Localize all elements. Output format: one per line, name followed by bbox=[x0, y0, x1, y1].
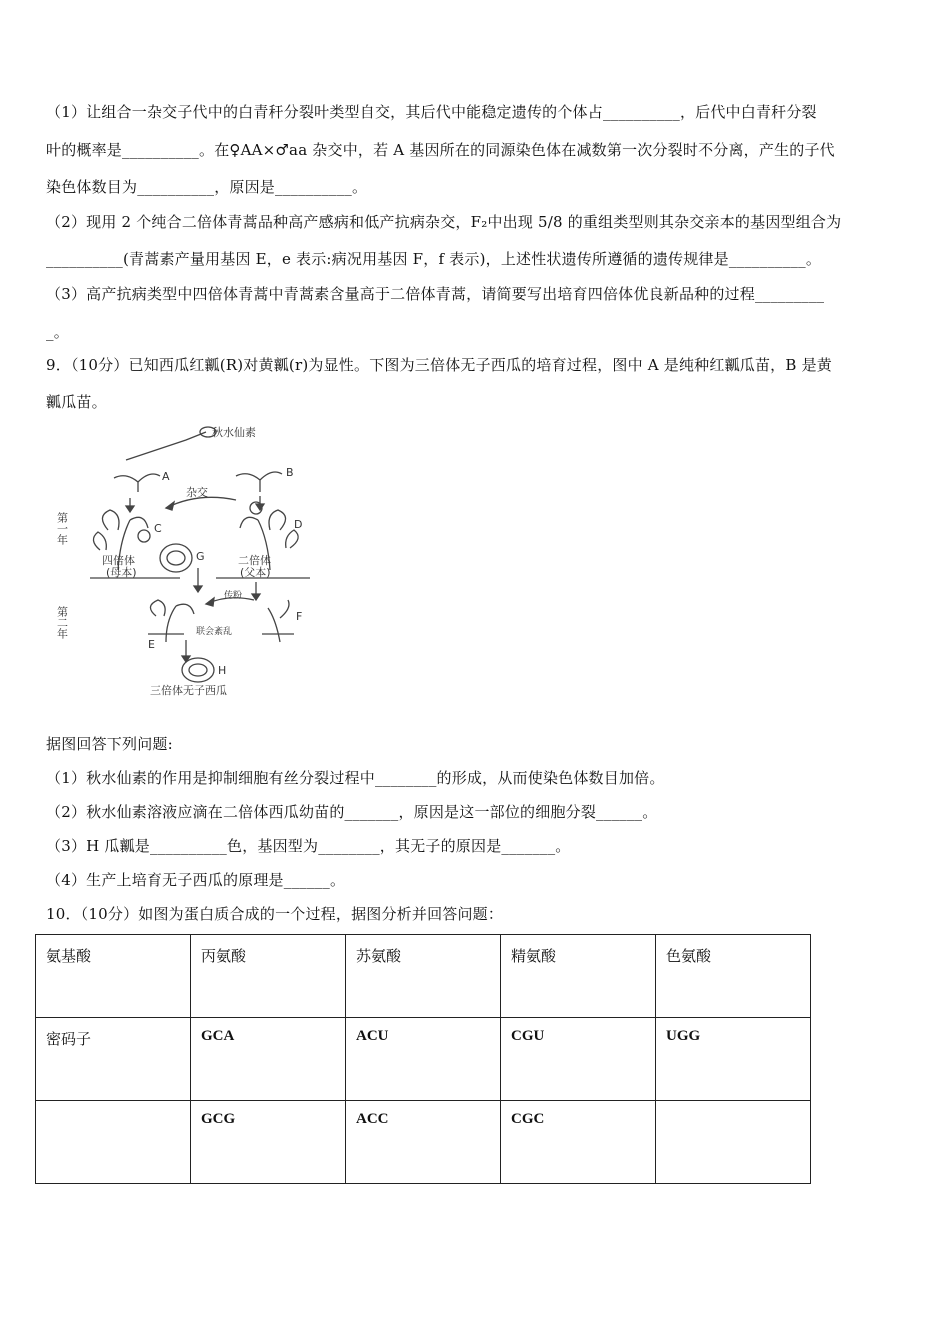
q9-sub1: （1）秋水仙素的作用是抑制细胞有丝分裂过程中________的形成，从而使染色体数目加倍。 bbox=[46, 769, 665, 787]
table-cell bbox=[36, 1101, 191, 1184]
label-diploid: 二倍体 bbox=[238, 554, 271, 567]
label-C: C bbox=[154, 522, 162, 535]
table-row bbox=[36, 935, 811, 1018]
label-cross: 杂交 bbox=[186, 486, 208, 499]
label-mother: (母本) bbox=[106, 566, 137, 579]
table-cell: ACU bbox=[346, 1018, 501, 1101]
q9-answer-intro: 据图回答下列问题: bbox=[46, 735, 173, 753]
table-cell: 密码子 bbox=[36, 1018, 191, 1101]
label-colchicine: 秋水仙素 bbox=[212, 426, 256, 439]
label-B: B bbox=[286, 466, 294, 479]
q9-intro-line1: 9．（10分）已知西瓜红瓤(R)对黄瓤(r)为显性。下图为三倍体无子西瓜的培育过程，图中 A 是纯种红瓤瓜苗，B 是黄 bbox=[46, 356, 832, 374]
label-synapsis: 联会紊乱 bbox=[196, 627, 233, 637]
label-father: (父本) bbox=[240, 566, 271, 579]
table-cell bbox=[656, 1101, 811, 1184]
label-H: H bbox=[218, 664, 227, 677]
label-G: G bbox=[196, 550, 205, 563]
table-row bbox=[36, 1101, 811, 1184]
table-cell: 精氨酸 bbox=[501, 935, 656, 1018]
q10-intro: 10．（10分）如图为蛋白质合成的一个过程，据图分析并回答问题： bbox=[46, 905, 504, 923]
table-cell: GCG bbox=[191, 1101, 346, 1184]
table-cell: CGU bbox=[501, 1018, 656, 1101]
table-row bbox=[36, 1018, 811, 1101]
label-D: D bbox=[294, 518, 303, 531]
label-year2: 第二年 bbox=[55, 606, 69, 639]
table-cell: 苏氨酸 bbox=[346, 935, 501, 1018]
q8-part1-line1: （1）让组合一杂交子代中的白青秆分裂叶类型自交，其后代中能稳定遗传的个体占__________，后代中白青秆分裂 bbox=[46, 103, 817, 121]
table-cell: 氨基酸 bbox=[36, 935, 191, 1018]
table-cell: GCA bbox=[191, 1018, 346, 1101]
label-A: A bbox=[162, 470, 170, 483]
label-pollination: 传粉 bbox=[224, 591, 243, 601]
q8-part1-line2: 叶的概率是__________。在♀AA×♂aa 杂交中，若 A 基因所在的同源染色体在减数第一次分裂时不分离，产生的子代 bbox=[46, 141, 835, 159]
q9-intro-line2: 瓤瓜苗。 bbox=[46, 393, 107, 411]
q9-sub4: （4）生产上培育无子西瓜的原理是______。 bbox=[46, 871, 346, 889]
table-cell: CGC bbox=[501, 1101, 656, 1184]
label-F: F bbox=[296, 610, 303, 623]
q8-part2-line2: __________(青蒿素产量用基因 E，e 表示:病况用基因 F，f 表示)，上述性状遗传所遵循的遗传规律是__________。 bbox=[46, 250, 822, 268]
codon-table bbox=[35, 934, 811, 1184]
q8-part3-line2: _。 bbox=[46, 323, 69, 341]
table-cell: UGG bbox=[656, 1018, 811, 1101]
q8-part2-line1: （2）现用 2 个纯合二倍体青蒿品种高产感病和低产抗病杂交，F₂中出现 5/8 的重组类型则其杂交亲本的基因型组合为 bbox=[46, 213, 842, 231]
label-E: E bbox=[148, 638, 155, 651]
table-cell: 丙氨酸 bbox=[191, 935, 346, 1018]
q8-part1-line3: 染色体数目为__________，原因是__________。 bbox=[46, 178, 368, 196]
table-cell: 色氨酸 bbox=[656, 935, 811, 1018]
q9-sub3: （3）H 瓜瓤是__________色，基因型为________，其无子的原因是_______。 bbox=[46, 837, 571, 855]
seedless-watermelon-diagram bbox=[48, 420, 348, 702]
label-tetraploid: 四倍体 bbox=[102, 554, 135, 567]
q9-sub2: （2）秋水仙素溶液应滴在二倍体西瓜幼苗的_______，原因是这一部位的细胞分裂______。 bbox=[46, 803, 658, 821]
q8-part3-line1: （3）高产抗病类型中四倍体青蒿中青蒿素含量高于二倍体青蒿，请简要写出培育四倍体优良新品种的过程_________ bbox=[46, 285, 825, 303]
label-year1: 第一年 bbox=[55, 512, 69, 545]
label-triploid: 三倍体无子西瓜 bbox=[150, 684, 227, 697]
table-cell: ACC bbox=[346, 1101, 501, 1184]
